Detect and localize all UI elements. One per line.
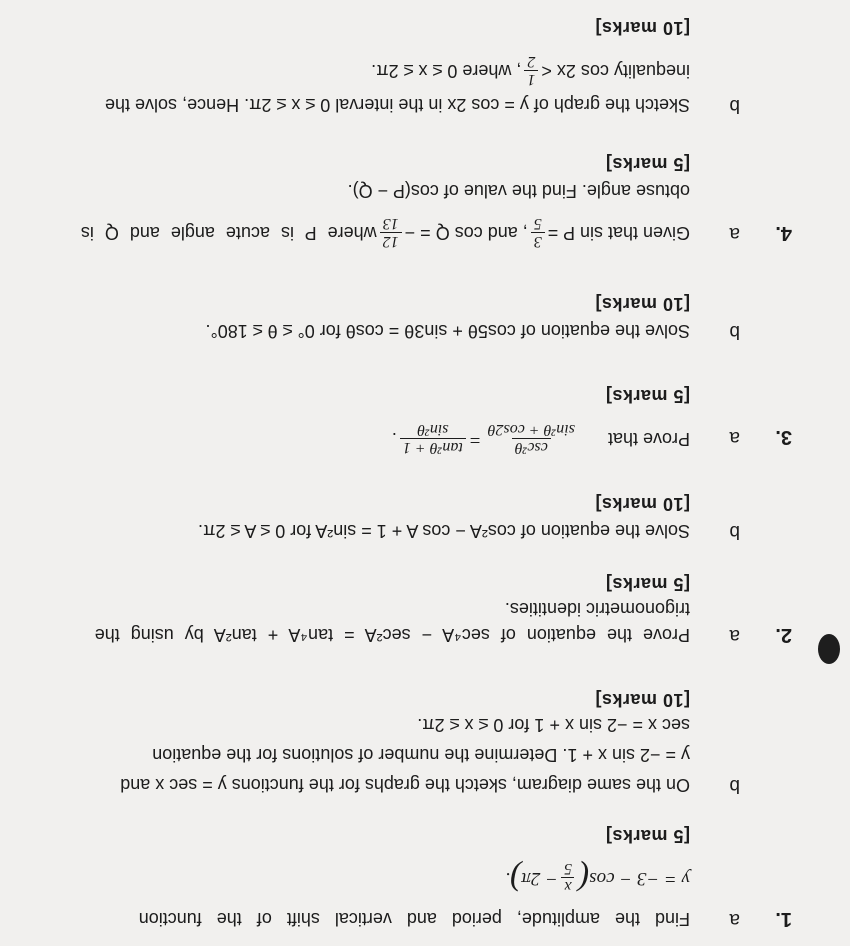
question-4b-label: b: [729, 95, 740, 116]
question-4a-label: a: [729, 223, 740, 244]
question-3a-statement: [392, 416, 690, 462]
q4b-i-den: 2: [527, 53, 536, 71]
q4a-q-den: 13: [382, 215, 399, 233]
question-2a-line-2: trigonometric identities.: [504, 599, 690, 619]
question-4a-marks: [5 marks]: [605, 154, 690, 174]
q3a-prefix: Prove that: [607, 429, 690, 449]
q3a-equals: =: [468, 429, 482, 450]
question-2b-label: b: [729, 521, 740, 542]
question-1b-line-1: On the same diagram, sketch the graphs for the functions y = sec x and: [120, 775, 690, 795]
question-1a-text: Find the amplitude, period and vertical shift of the function: [138, 909, 690, 929]
question-1a-label: a: [729, 909, 740, 930]
question-2b-marks: [10 marks]: [594, 494, 690, 514]
q1a-frac-den: 5: [563, 860, 572, 878]
q4b-i-num: 1: [524, 71, 538, 89]
question-3a-label: a: [729, 427, 740, 448]
q3a-f2-den: sin²θ: [417, 421, 449, 439]
open-paren: (: [577, 860, 590, 897]
question-3b-marks: [10 marks]: [594, 294, 690, 314]
q1a-fraction: [561, 861, 575, 896]
question-3-number: 3.: [775, 426, 792, 448]
question-2-number: 2.: [775, 624, 792, 646]
question-1a-marks: [5 marks]: [605, 826, 690, 846]
q4b-text-a: inequality cos 2x <: [541, 61, 690, 81]
q3a-f1-num: csc²θ: [512, 439, 551, 457]
q4b-fraction: [524, 54, 538, 89]
question-2a-label: a: [729, 625, 740, 646]
question-2b-line-1: Solve the equation of cos²A − cos A + 1 = sin²A for 0 ≤ A ≤ 2π.: [198, 521, 690, 541]
q4a-sinp-fraction: [531, 216, 545, 251]
q1a-eq-suffix: − 2π: [521, 868, 558, 889]
q3a-period: .: [391, 429, 397, 449]
q4a-cosq-fraction: [380, 216, 402, 251]
q4a-p-den: 5: [533, 215, 542, 233]
question-4b-line-2: [371, 48, 690, 94]
q3a-fraction-left: [485, 422, 578, 457]
q1a-eq-period: .: [505, 868, 511, 889]
question-1b-marks: [10 marks]: [594, 690, 690, 710]
q4a-text-c: where P is acute angle and Q is: [80, 223, 377, 243]
q4a-p-num: 3: [531, 233, 545, 251]
q1a-frac-num: x: [561, 878, 574, 896]
punch-hole-mark: [818, 634, 840, 664]
q3a-fraction-right: [400, 422, 466, 457]
question-2a-marks: [5 marks]: [605, 574, 690, 594]
question-4a-line-1: [81, 210, 690, 256]
question-1a-equation: [505, 856, 690, 900]
question-1b-label: b: [729, 775, 740, 796]
question-4-number: 4.: [775, 222, 792, 244]
question-2a-line-1: Prove the equation of sec⁴A − sec²A = tan⁴A + tan²A by using the: [94, 625, 690, 645]
question-3b-line-1: Solve the equation of cos5θ + sin3θ = cosθ for 0° ≤ θ ≤ 180°.: [205, 321, 690, 341]
q4a-text-a: Given that sin P =: [547, 223, 690, 243]
q4b-text-b: , where 0 ≤ x ≤ 2π.: [371, 61, 522, 81]
question-4a-line-2: obtuse angle. Find the value of cos(P − Q).: [347, 181, 690, 201]
q4a-q-num: 12: [380, 233, 402, 251]
question-1-number: 1.: [775, 908, 792, 930]
q3a-f1-den: sin²θ + cos2θ: [487, 421, 575, 439]
question-4b-marks: [10 marks]: [594, 18, 690, 38]
question-1b-line-3: sec x = −2 sin x + 1 for 0 ≤ x ≤ 2π.: [417, 715, 690, 735]
question-3b-label: b: [729, 321, 740, 342]
q3a-f2-num: tan²θ + 1: [400, 439, 466, 457]
q4a-text-b: , and cos Q = −: [404, 223, 528, 243]
close-paren: ): [510, 860, 522, 897]
question-4b-line-1: Sketch the graph of y = cos 2x in the interval 0 ≤ x ≤ 2π. Hence, solve the: [105, 95, 690, 115]
q1a-eq-prefix: y = −3 − cos: [589, 868, 690, 889]
question-1b-line-2: y = −2 sin x + 1. Determine the number of solutions for the equation: [152, 745, 690, 765]
question-3a-marks: [5 marks]: [605, 386, 690, 406]
